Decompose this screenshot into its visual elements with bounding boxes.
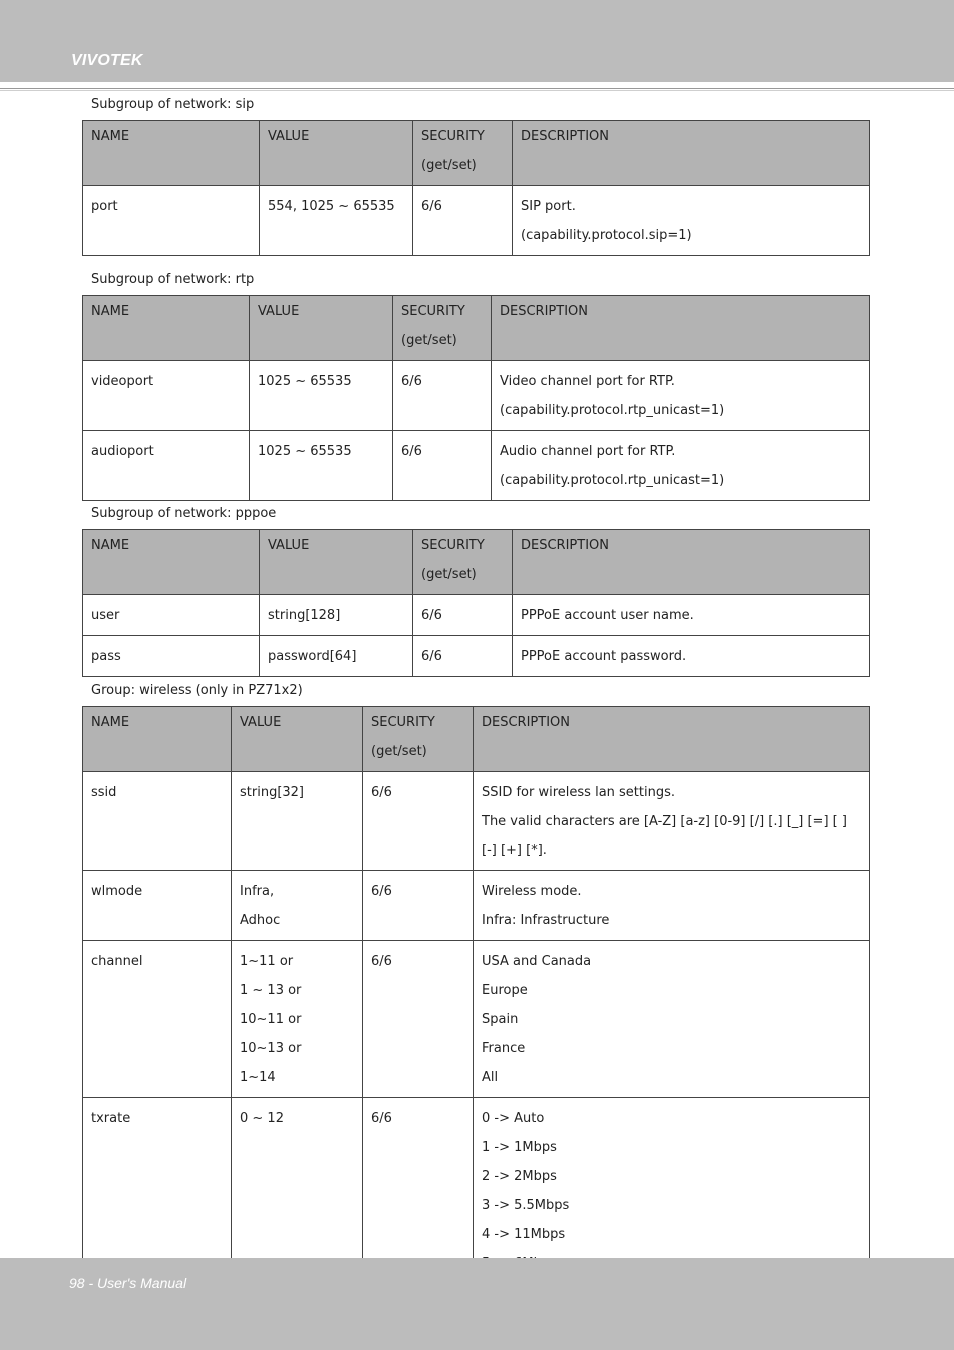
table-header-row — [83, 707, 870, 772]
cell-line: 10~11 or — [240, 1012, 302, 1027]
cell-line: (capability.protocol.sip=1) — [521, 228, 692, 243]
cell-name: pass — [83, 636, 260, 677]
cell-security: 6/6 — [413, 186, 513, 256]
cell-value: string[128] — [260, 595, 413, 636]
cell-line: SECURITY — [421, 538, 485, 553]
table-row — [83, 772, 870, 871]
cell-name: audioport — [83, 431, 250, 501]
cell-value — [232, 941, 363, 1098]
header-cell-security — [413, 530, 513, 595]
cell-line: 1~11 or — [240, 954, 294, 969]
cell-line: 2 -> 2Mbps — [482, 1169, 557, 1184]
cell-line: 1~14 — [240, 1070, 276, 1085]
brand-logo-text: VIVOTEK — [71, 52, 143, 69]
cell-line: SSID for wireless lan settings. — [482, 785, 676, 800]
cell-line: Infra: Infrastructure — [482, 913, 610, 928]
cell-security: 6/6 — [363, 1098, 474, 1313]
table-row — [83, 871, 870, 941]
cell-security: 6/6 — [363, 941, 474, 1098]
cell-line: 1 ~ 13 or — [240, 983, 302, 998]
cell-line: SECURITY — [371, 715, 435, 730]
cell-security: 6/6 — [393, 361, 492, 431]
header-cell-value: VALUE — [250, 296, 393, 361]
cell-line: Europe — [482, 983, 528, 998]
cell-name: user — [83, 595, 260, 636]
cell-line: Video channel port for RTP. — [500, 374, 675, 389]
header-cell-value: VALUE — [232, 707, 363, 772]
header-cell-description: DESCRIPTION — [513, 121, 870, 186]
cell-security: 6/6 — [393, 431, 492, 501]
header-cell-security — [363, 707, 474, 772]
cell-value: 0 ~ 12 — [232, 1098, 363, 1313]
cell-line: 1 -> 1Mbps — [482, 1140, 557, 1155]
cell-line: All — [482, 1070, 499, 1085]
table-header-row — [83, 121, 870, 186]
cell-line: Infra, — [240, 884, 275, 899]
header-cell-security — [393, 296, 492, 361]
cell-line: Audio channel port for RTP. — [500, 444, 676, 459]
cell-description: PPPoE account user name. — [513, 595, 870, 636]
cell-security: 6/6 — [413, 595, 513, 636]
cell-security: 6/6 — [413, 636, 513, 677]
page-header — [0, 0, 954, 82]
cell-line: SECURITY — [421, 129, 485, 144]
cell-description — [492, 361, 870, 431]
section-caption-wireless: Group: wireless (only in PZ71x2) — [91, 683, 303, 698]
header-cell-name: NAME — [83, 707, 232, 772]
cell-line: The valid characters are [A-Z] [a-z] [0-9] [/] [.] [_] [=] [ ] — [482, 814, 847, 829]
cell-line: (get/set) — [401, 333, 457, 348]
header-cell-name: NAME — [83, 296, 250, 361]
header-cell-security — [413, 121, 513, 186]
header-divider — [0, 88, 954, 89]
cell-line: 4 -> 11Mbps — [482, 1227, 566, 1242]
table-network-pppoe — [82, 529, 870, 677]
cell-value: 554, 1025 ~ 65535 — [260, 186, 413, 256]
table-network-rtp — [82, 295, 870, 501]
section-caption-sip: Subgroup of network: sip — [91, 97, 255, 112]
cell-line: SECURITY — [401, 304, 465, 319]
table-row — [83, 941, 870, 1098]
header-cell-value: VALUE — [260, 530, 413, 595]
cell-description — [474, 941, 870, 1098]
cell-name: videoport — [83, 361, 250, 431]
cell-description — [513, 186, 870, 256]
cell-line: (get/set) — [421, 158, 477, 173]
header-cell-description: DESCRIPTION — [492, 296, 870, 361]
cell-line: (get/set) — [421, 567, 477, 582]
cell-line: [-] [+] [*]. — [482, 843, 547, 858]
table-network-sip — [82, 120, 870, 256]
cell-name: port — [83, 186, 260, 256]
cell-line: Adhoc — [240, 913, 281, 928]
cell-line: SIP port. — [521, 199, 576, 214]
cell-line: France — [482, 1041, 526, 1056]
cell-name: wlmode — [83, 871, 232, 941]
header-divider-secondary — [0, 90, 954, 91]
header-cell-description: DESCRIPTION — [474, 707, 870, 772]
header-cell-name: NAME — [83, 530, 260, 595]
table-wireless — [82, 706, 870, 1313]
cell-name: channel — [83, 941, 232, 1098]
cell-description — [474, 871, 870, 941]
table-row — [83, 636, 870, 677]
page-number-label: 98 - User's Manual — [69, 1275, 187, 1291]
cell-value — [232, 871, 363, 941]
cell-line: Spain — [482, 1012, 519, 1027]
table-row — [83, 595, 870, 636]
cell-line: (get/set) — [371, 744, 427, 759]
cell-description — [492, 431, 870, 501]
section-caption-pppoe: Subgroup of network: pppoe — [91, 506, 277, 521]
cell-line: 0 -> Auto — [482, 1111, 545, 1126]
table-header-row — [83, 530, 870, 595]
cell-line: 3 -> 5.5Mbps — [482, 1198, 570, 1213]
cell-name: ssid — [83, 772, 232, 871]
section-caption-rtp: Subgroup of network: rtp — [91, 272, 255, 287]
cell-description — [474, 772, 870, 871]
cell-value: password[64] — [260, 636, 413, 677]
cell-security: 6/6 — [363, 772, 474, 871]
cell-line: USA and Canada — [482, 954, 592, 969]
table-row — [83, 186, 870, 256]
cell-line: (capability.protocol.rtp_unicast=1) — [500, 403, 725, 418]
cell-security: 6/6 — [363, 871, 474, 941]
cell-name: txrate — [83, 1098, 232, 1313]
cell-line: Wireless mode. — [482, 884, 582, 899]
cell-line: 10~13 or — [240, 1041, 302, 1056]
header-cell-description: DESCRIPTION — [513, 530, 870, 595]
cell-description: PPPoE account password. — [513, 636, 870, 677]
cell-line: (capability.protocol.rtp_unicast=1) — [500, 473, 725, 488]
table-row — [83, 361, 870, 431]
header-cell-value: VALUE — [260, 121, 413, 186]
table-header-row — [83, 296, 870, 361]
cell-value: 1025 ~ 65535 — [250, 431, 393, 501]
header-cell-name: NAME — [83, 121, 260, 186]
table-row — [83, 431, 870, 501]
cell-value: 1025 ~ 65535 — [250, 361, 393, 431]
cell-value: string[32] — [232, 772, 363, 871]
page-footer — [0, 1258, 954, 1350]
